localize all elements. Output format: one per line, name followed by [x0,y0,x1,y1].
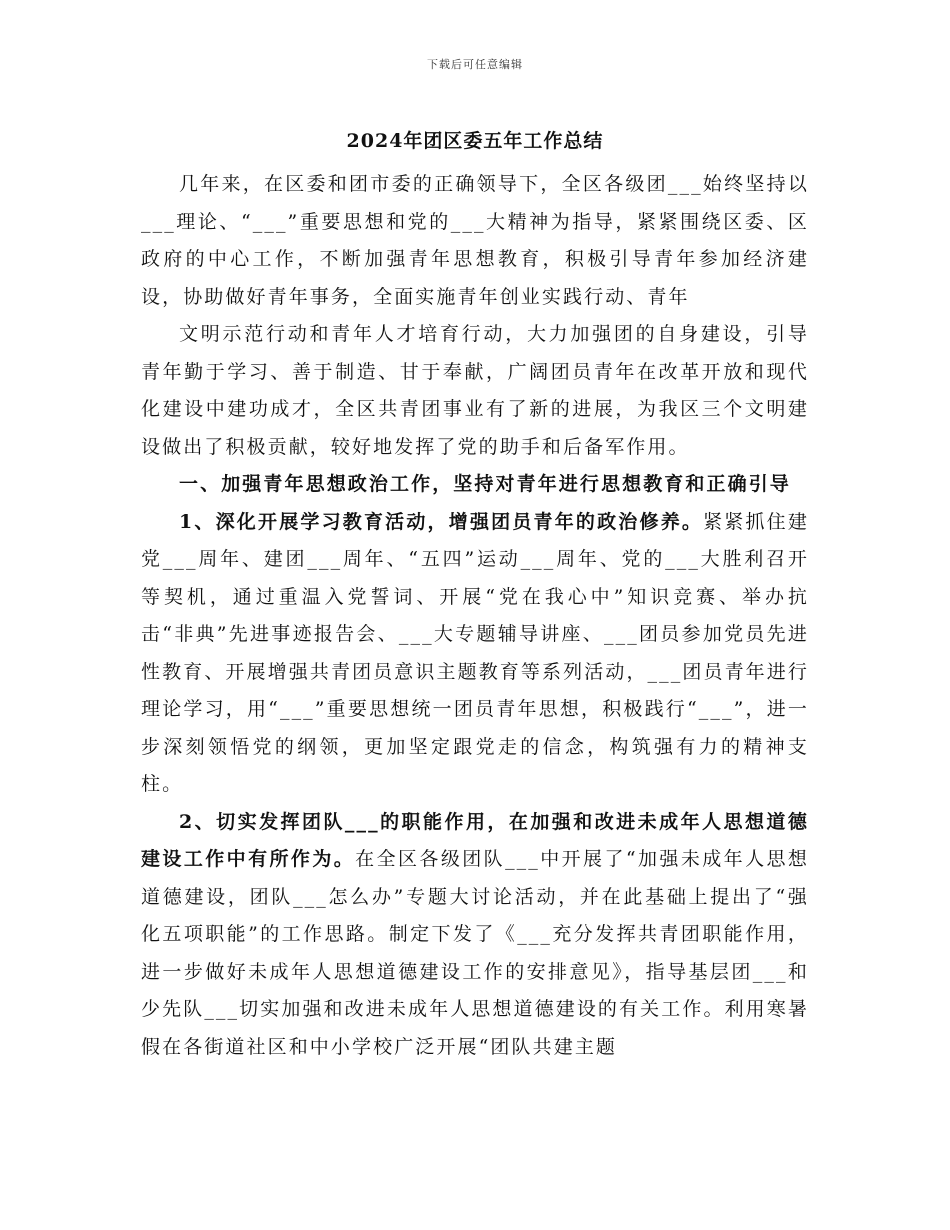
paragraph-item-1 [141,504,809,804]
item-2-lead: 2、切实发挥团队___的职能作用，在加强和改进未成年人思想道德建设工作中有所作为。 [141,810,809,870]
document-title: 2024年团区委五年工作总结 [346,130,604,152]
item-2-text: 在全区各级团队___中开展了“加强未成年人思想道德建设，团队___怎么办”专题大讨论活动，并在此基础上提出了“强化五项职能”的工作思路。制定下发了《___充分发挥共青团职能作用，进一步做好未成年人思想道德建设工作的安排意见》，指导基层团___和少先队___切实加强和改进未成年人思想道德建设的有关工作。利用寒暑假在各街道社区和中小学校广泛开展“团队共建主题 [141,848,809,1058]
section-heading-1: 一、加强青年思想政治工作，坚持对青年进行思想教育和正确引导 [179,473,791,495]
item-1-lead: 1、深化开展学习教育活动，增强团员青年的政治修养。 [179,510,704,533]
paragraph-intro-continued: 文明示范行动和青年人才培育行动，大力加强团的自身建设，引导青年勤于学习、善于制造、甘于奉献，广阔团员青年在改革开放和现代化建设中建功成才，全区共青团事业有了新的进展，为我区三个文明建设做出了积极贡献，较好地发挥了党的助手和后备军作用。 [141,323,809,458]
item-1-text: 紧紧抓住建党___周年、建团___周年、“五四”运动___周年、党的___大胜利召开等契机，通过重温入党誓词、开展“党在我心中”知识竞赛、举办抗击“非典”先进事迹报告会、___大专题辅导讲座、___团员参加党员先进性教育、开展增强共青团员意识主题教育等系列活动，___团员青年进行理论学习，用“___”重要思想统一团员青年思想，积极践行“___”，进一步深刻领悟党的纲领，更加坚定跟党走的信念，构筑强有力的精神支柱。 [141,510,809,795]
document-body [141,166,809,1066]
paragraph-intro: 几年来，在区委和团市委的正确领导下，全区各级团___始终坚持以___理论、“___”重要思想和党的___大精神为指导，紧紧围绕区委、区政府的中心工作，不断加强青年思想教育，积极引导青年参加经济建设，协助做好青年事务，全面实施青年创业实践行动、青年 [141,173,809,308]
header-note: 下载后可任意编辑 [427,58,523,71]
paragraph-item-2 [141,804,809,1067]
